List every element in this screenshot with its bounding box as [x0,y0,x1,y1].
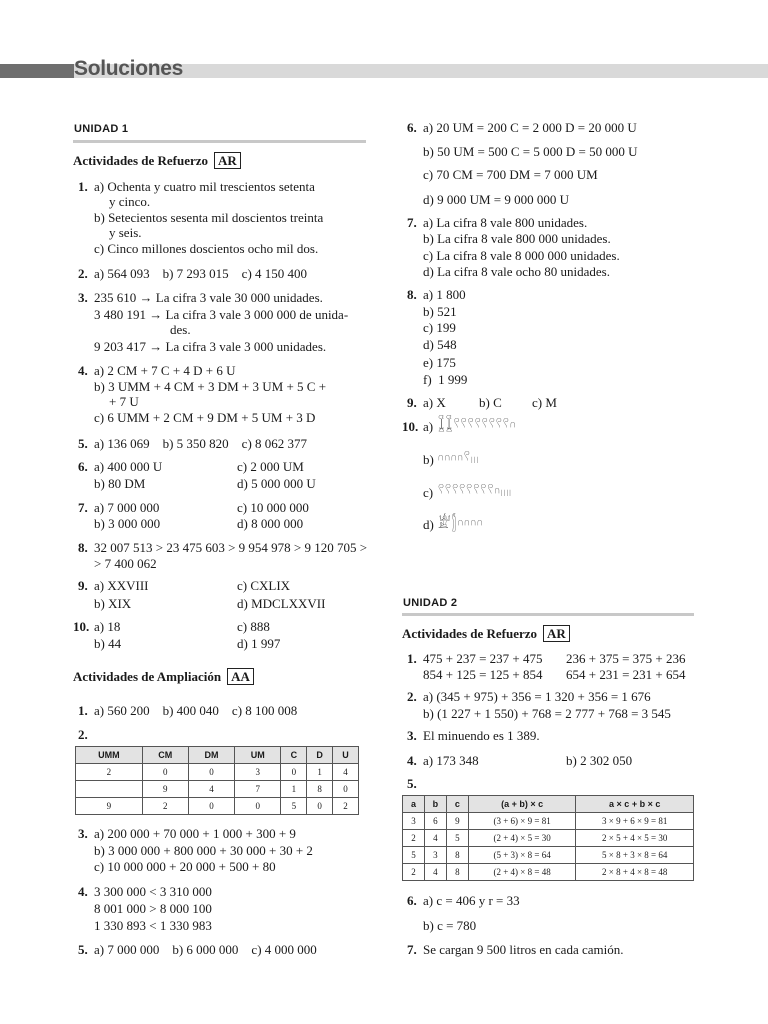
unit-1-rule [73,140,366,143]
table-cell: 0 [307,798,333,815]
ex-line: c) 199 [423,320,456,335]
table-cell: 6 [424,813,446,830]
ex-line: El minuendo es 1 389. [423,728,540,743]
table-cell: 0 [188,764,234,781]
table-cell: 2 [76,764,143,781]
ex-number: 7. [407,942,417,957]
table-cell: 2 [142,798,188,815]
table-row [403,847,694,864]
ex-line: a) La cifra 8 vale 800 unidades. [423,215,588,230]
ex-line: a) XXVIII [94,578,149,593]
table-cell: 0 [188,798,234,815]
ex-line: b) C [479,395,502,410]
table-cell: 0 [281,764,307,781]
ex-number: 6. [407,893,417,908]
egyptian-numeral-c: 𓍢𓍢𓍢𓍢𓍢𓍢𓍢𓍢𓎆𓏺𓏺𓏺𓏺 [438,482,512,500]
ex-number: 3. [78,290,88,305]
unit-2-title: UNIDAD 2 [403,597,458,609]
table-header-cell: a × c + b × c [576,796,694,813]
ex-line: c) 10 000 000 [237,500,309,515]
table-cell: 2 [403,830,425,847]
table-cell [76,781,143,798]
table-cell: 8 [446,864,468,881]
ex-line: Se cargan 9 500 litros en cada camión. [423,942,624,957]
table-header-cell: UMM [76,747,143,764]
table-cell: 4 [333,764,359,781]
table-row [76,764,359,781]
ex-line: a) 7 000 000 [94,500,160,515]
ex-line: a) c = 406 y r = 33 [423,893,520,908]
table-row [76,798,359,815]
ex-number: 1. [407,651,417,666]
table-cell: 3 [403,813,425,830]
table-header-cell: D [307,747,333,764]
ex-number: 6. [407,120,417,135]
header-bar-dark [0,64,74,78]
ex-number: 1. [78,703,88,718]
ex-line: 854 + 125 = 125 + 854 [423,667,543,682]
ex-line: f) 1 999 [423,372,468,387]
ex-number: 8. [407,287,417,302]
table-header-cell: c [446,796,468,813]
ex-number: 10. [73,619,90,634]
ex-line: des. [170,322,191,337]
table-row [403,830,694,847]
ex-line: 235 610 → La cifra 3 vale 30 000 unidades. [94,290,323,305]
ex-number: 2. [407,689,417,704]
ex-line: d) 5 000 000 U [237,476,316,491]
ampliacion-title: Actividades de Ampliación [73,669,222,684]
ex-line: d) MDCLXXVII [237,596,326,611]
ex-line: a) Ochenta y cuatro mil trescientos setenta [94,179,315,194]
table-cell: (5 + 3) × 8 = 64 [468,847,576,864]
ex-line: c) Cinco millones doscientos ocho mil dos. [94,241,319,256]
ex-number: 9. [78,578,88,593]
table-row [403,864,694,881]
table-header-cell: U [333,747,359,764]
table-cell: 4 [424,830,446,847]
table-cell: 1 [281,781,307,798]
ex-number: 8. [78,540,88,555]
table-row [403,813,694,830]
ex-line: c) La cifra 8 vale 8 000 000 unidades. [423,248,620,263]
table-cell: 3 × 9 + 6 × 9 = 81 [576,813,694,830]
ex-line: a) 20 UM = 200 C = 2 000 D = 20 000 U [423,120,637,135]
ex-line: a) 400 000 U [94,459,163,474]
ex-line: b) 44 [94,636,122,651]
refuerzo-title: Actividades de Refuerzo [73,153,209,168]
ex-line: d) 8 000 000 [237,516,304,531]
ex-line: y seis. [109,225,142,240]
ex-line: c) 70 CM = 700 DM = 7 000 UM [423,167,598,182]
table-header-cell: C [281,747,307,764]
table-cell: 8 [446,847,468,864]
ex-line: a) 18 [94,619,121,634]
table-cell: 0 [333,781,359,798]
ex-line: a) 200 000 + 70 000 + 1 000 + 300 + 9 [94,826,296,841]
ex-number: 3. [407,728,417,743]
refuerzo-title: Actividades de Refuerzo [402,626,538,641]
ex-line: a) 560 200 b) 400 040 c) 8 100 008 [94,703,298,718]
ex-number: 2. [78,727,88,742]
table-cell: 0 [235,798,281,815]
table-cell: (3 + 6) × 9 = 81 [468,813,576,830]
table-cell: 9 [76,798,143,815]
ex-line: b) 80 DM [94,476,146,491]
table-cell: 4 [188,781,234,798]
ex-number: 9. [407,395,417,410]
ex-line: c) M [532,395,557,410]
ex-line: 1 330 893 < 1 330 983 [94,918,212,933]
ex-line: d) 9 000 UM = 9 000 000 U [423,192,569,207]
table-cell: 2 [403,864,425,881]
ex-line: a) X [423,395,446,410]
ex-number: 3. [78,826,88,841]
egyptian-numeral-d: 𓁨𓂭𓎆𓎆𓎆𓎆 [438,514,484,532]
ex-number: 7. [407,215,417,230]
ex-number: 5. [78,436,88,451]
ex-line: b) Setecientos sesenta mil doscientos treinta [94,210,324,225]
ar-badge: AR [214,152,241,169]
ex-line: a) 1 800 [423,287,466,302]
table-cell: 2 × 5 + 4 × 5 = 30 [576,830,694,847]
ex-line: 3 480 191 → La cifra 3 vale 3 000 000 de unida- [94,307,349,322]
ex-line: a) 173 348 [423,753,479,768]
egyptian-numeral-a: 𓆼𓆼𓍢𓍢𓍢𓍢𓍢𓍢𓍢𓍢𓎆 [438,416,517,434]
ex-line: > 7 400 062 [94,556,157,571]
ar-badge: AR [543,625,570,642]
table-header-cell: DM [188,747,234,764]
ex-line: b) 3 000 000 [94,516,161,531]
ex-line: b) 3 UMM + 4 CM + 3 DM + 3 UM + 5 C + [94,379,327,394]
ex-line: a) 2 CM + 7 C + 4 D + 6 U [94,363,236,378]
ex-line: b) 3 000 000 + 800 000 + 30 000 + 30 + 2 [94,843,313,858]
ex-line: d) 1 997 [237,636,281,651]
ex-line: b) 2 302 050 [566,753,633,768]
ex-line: d) [423,517,434,532]
table-cell: 3 [424,847,446,864]
table-cell: 8 [307,781,333,798]
ex-number: 5. [407,776,417,791]
ex-number: 4. [407,753,417,768]
table-cell: 7 [235,781,281,798]
aa-badge: AA [227,668,254,685]
ex-number: 2. [78,266,88,281]
ex-line: e) 175 [423,355,456,370]
ex-line: d) La cifra 8 vale ocho 80 unidades. [423,264,610,279]
ex-line: c) 2 000 UM [237,459,304,474]
table-cell: 5 × 8 + 3 × 8 = 64 [576,847,694,864]
ex-line: d) 548 [423,337,457,352]
ex-number: 4. [78,884,88,899]
table-cell: 2 × 8 + 4 × 8 = 48 [576,864,694,881]
ex-line: 32 007 513 > 23 475 603 > 9 954 978 > 9 120 705 > [94,540,368,555]
ex-line: c) 888 [237,619,270,634]
egyptian-numeral-b: 𓎆𓎆𓎆𓎆𓍢𓏺𓏺𓏺 [438,449,480,467]
table-cell: 0 [142,764,188,781]
ex-line: 475 + 237 = 237 + 475 [423,651,543,666]
ex-line: a) 136 069 b) 5 350 820 c) 8 062 377 [94,436,308,451]
ex-line: b) 521 [423,304,457,319]
ex-line: a) [423,419,434,434]
ex-number: 6. [78,459,88,474]
table-cell: 5 [446,830,468,847]
place-value-table [75,746,359,815]
unit-1-title: UNIDAD 1 [74,123,129,135]
table-cell: 3 [235,764,281,781]
table-header-cell: b [424,796,446,813]
table-cell: 9 [446,813,468,830]
ampliacion-heading [73,668,254,685]
refuerzo-heading-2 [402,625,570,642]
ex-number: 1. [78,179,88,194]
ex-line: 9 203 417 → La cifra 3 vale 3 000 unidades. [94,339,327,354]
ex-line: b) [423,452,434,467]
ex-number: 10. [402,419,419,434]
table-cell: 5 [403,847,425,864]
ex-line: y cinco. [109,194,151,209]
ex-number: 7. [78,500,88,515]
table-row [76,781,359,798]
table-header-cell: UM [235,747,281,764]
distributive-table [402,795,694,881]
ex-line: 654 + 231 = 231 + 654 [566,667,686,682]
ex-line: c) CXLIX [237,578,291,593]
unit-2-rule [402,613,694,616]
table-cell: (2 + 4) × 5 = 30 [468,830,576,847]
page-title: Soluciones [74,57,184,80]
ex-line: a) 7 000 000 b) 6 000 000 c) 4 000 000 [94,942,317,957]
ex-line: + 7 U [109,394,139,409]
ex-line: a) 564 093 b) 7 293 015 c) 4 150 400 [94,266,308,281]
table-cell: 4 [424,864,446,881]
ex-line: 8 001 000 > 8 000 100 [94,901,212,916]
ex-line: b) La cifra 8 vale 800 000 unidades. [423,231,611,246]
table-cell: (2 + 4) × 8 = 48 [468,864,576,881]
table-header-cell: CM [142,747,188,764]
table-cell: 9 [142,781,188,798]
ex-line: c) 10 000 000 + 20 000 + 500 + 80 [94,859,276,874]
ex-line: 3 300 000 < 3 310 000 [94,884,212,899]
ex-number: 5. [78,942,88,957]
table-header-cell: a [403,796,425,813]
ex-line: a) (345 + 975) + 356 = 1 320 + 356 = 1 676 [423,689,651,704]
ex-line: b) 50 UM = 500 C = 5 000 D = 50 000 U [423,144,638,159]
ex-line: 236 + 375 = 375 + 236 [566,651,686,666]
ex-line: b) XIX [94,596,132,611]
ex-line: c) [423,485,434,500]
table-cell: 1 [307,764,333,781]
table-cell: 2 [333,798,359,815]
ex-line: c) 6 UMM + 2 CM + 9 DM + 5 UM + 3 D [94,410,316,425]
table-header-cell: (a + b) × c [468,796,576,813]
ex-line: b) c = 780 [423,918,477,933]
table-cell: 5 [281,798,307,815]
ex-line: b) (1 227 + 1 550) + 768 = 2 777 + 768 = 3 545 [423,706,671,721]
refuerzo-heading [73,152,241,169]
ex-number: 4. [78,363,88,378]
